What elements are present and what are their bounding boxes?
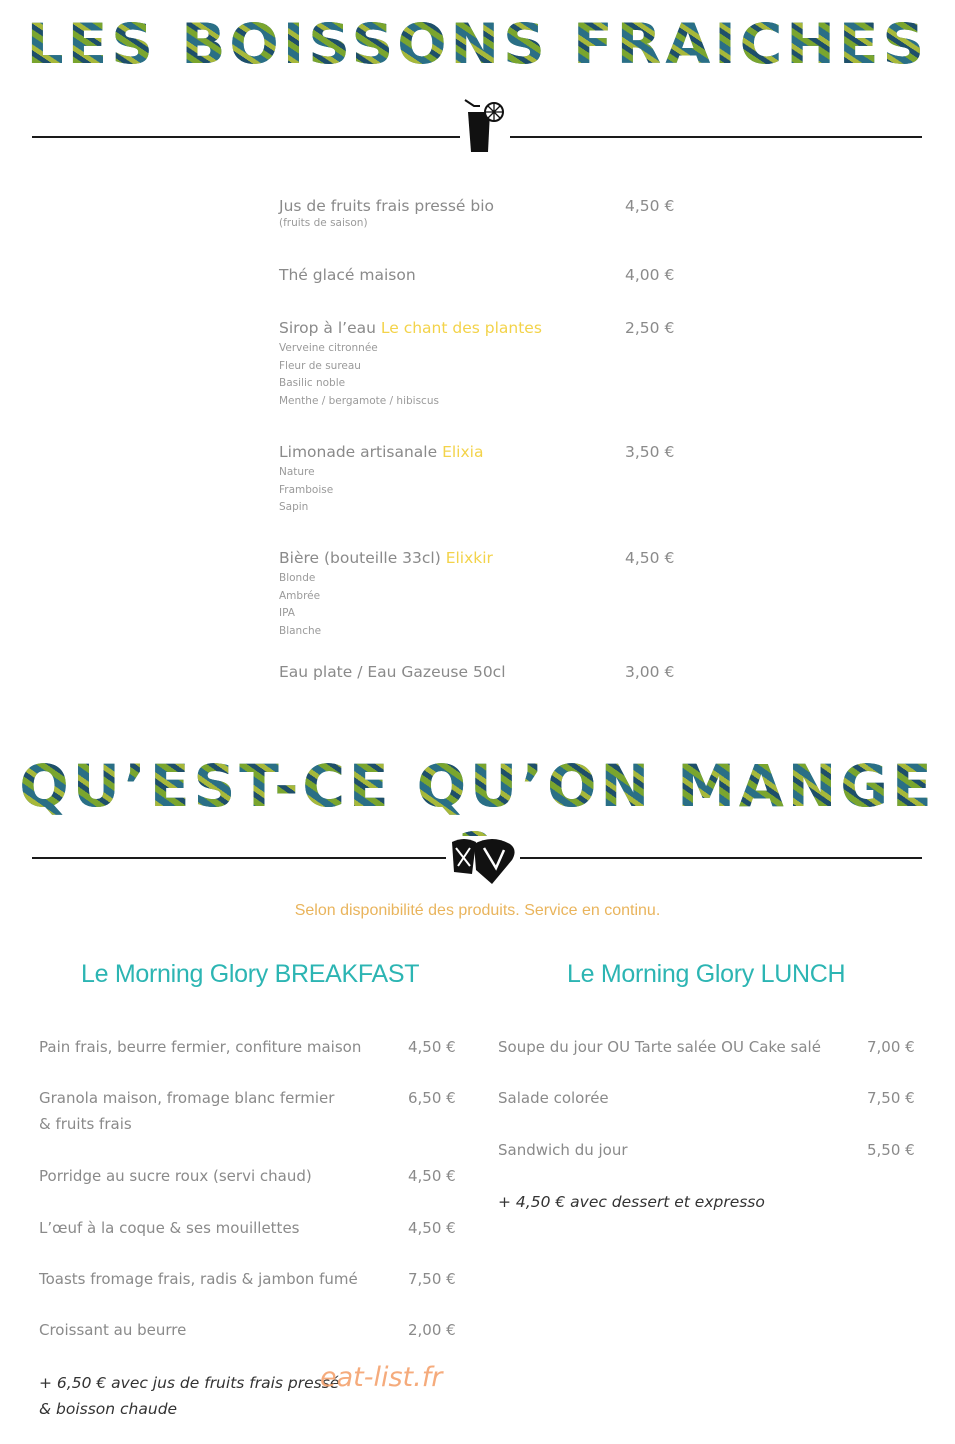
breakfast-item: Pain frais, beurre fermier, confiture maison <box>39 1038 362 1056</box>
drink-item <box>279 549 679 640</box>
breakfast-title: Le Morning Glory BREAKFAST <box>81 960 420 988</box>
drink-brand: Le chant des plantes <box>380 319 542 337</box>
drink-item <box>279 266 679 284</box>
availability-notice: Selon disponibilité des produits. Service en continu. <box>294 902 661 919</box>
drink-item <box>279 319 679 410</box>
drink-option: Nature <box>279 466 315 478</box>
breakfast-item: Porridge au sucre roux (servi chaud) <box>39 1167 312 1185</box>
drink-item <box>279 197 679 233</box>
breakfast-price: 7,50 € <box>408 1270 456 1288</box>
lunch-title: Le Morning Glory LUNCH <box>567 960 846 988</box>
lunch-item: Sandwich du jour <box>498 1141 628 1159</box>
breakfast-price: 2,00 € <box>408 1321 456 1339</box>
lunch-item: Soupe du jour OU Tarte salée OU Cake salé <box>498 1038 821 1056</box>
lunch-price: 7,50 € <box>867 1089 915 1107</box>
lunch-price: 5,50 € <box>867 1141 915 1159</box>
drink-name: Jus de fruits frais pressé bio <box>279 197 495 215</box>
drink-price: 2,50 € <box>625 319 675 337</box>
drink-name: Eau plate / Eau Gazeuse 50cl <box>279 663 506 681</box>
drink-name: Sirop à l’eau <box>279 319 381 337</box>
drink-option: Basilic noble <box>279 377 346 389</box>
breakfast-item: L’œuf à la coque & ses mouillettes <box>39 1219 300 1237</box>
drink-item <box>279 443 679 517</box>
drink-price: 3,00 € <box>625 663 675 681</box>
breakfast-formula-extra: + 6,50 € avec jus de fruits frais pressé & boisson chaude <box>39 1374 340 1418</box>
drink-option: Fleur de sureau <box>279 359 361 372</box>
drink-name: Thé glacé maison <box>279 266 416 284</box>
lunch-formula-extra: + 4,50 € avec dessert et expresso <box>498 1193 765 1211</box>
breakfast-item: Granola maison, fromage blanc fermier & fruits frais <box>39 1089 335 1133</box>
sandwich-toast-icon <box>446 836 520 888</box>
breakfast-price: 4,50 € <box>408 1219 456 1237</box>
drink-option: Blanche <box>279 624 322 637</box>
breakfast-price: 4,50 € <box>408 1167 456 1185</box>
breakfast-price: 4,50 € <box>408 1038 456 1056</box>
drink-brand: Elixkir <box>445 549 493 567</box>
cup-with-straw-icon <box>460 98 510 156</box>
breakfast-item: Croissant au beurre <box>39 1321 187 1339</box>
drink-option: IPA <box>279 607 295 619</box>
breakfast-price: 6,50 € <box>408 1089 456 1107</box>
breakfast-item: Toasts fromage frais, radis & jambon fumé <box>39 1270 358 1288</box>
drinks-section-title: LES BOISSONS FRAICHES <box>0 12 955 77</box>
food-section-title: QU’EST-CE QU’ON MANGE <box>0 752 955 888</box>
lunch-item: Salade colorée <box>498 1089 609 1107</box>
drink-name: Limonade artisanale <box>279 443 443 461</box>
drink-price: 3,50 € <box>625 443 675 461</box>
drink-name: Bière (bouteille 33cl) <box>279 549 446 567</box>
drink-price: 4,50 € <box>625 197 675 215</box>
drink-option: (fruits de saison) <box>279 217 368 229</box>
drink-brand: Elixia <box>442 443 484 461</box>
drink-option: Blonde <box>279 572 316 584</box>
drink-option: Sapin <box>279 501 309 513</box>
watermark: eat-list.fr <box>320 1362 443 1393</box>
drink-option: Framboise <box>279 483 334 496</box>
drink-price: 4,50 € <box>625 549 675 567</box>
drink-price: 4,00 € <box>625 266 675 284</box>
drink-option: Verveine citronnée <box>279 342 378 354</box>
drink-option: Menthe / bergamote / hibiscus <box>279 394 439 407</box>
lunch-price: 7,00 € <box>867 1038 915 1056</box>
drink-item <box>279 663 679 681</box>
drink-option: Ambrée <box>279 589 321 602</box>
